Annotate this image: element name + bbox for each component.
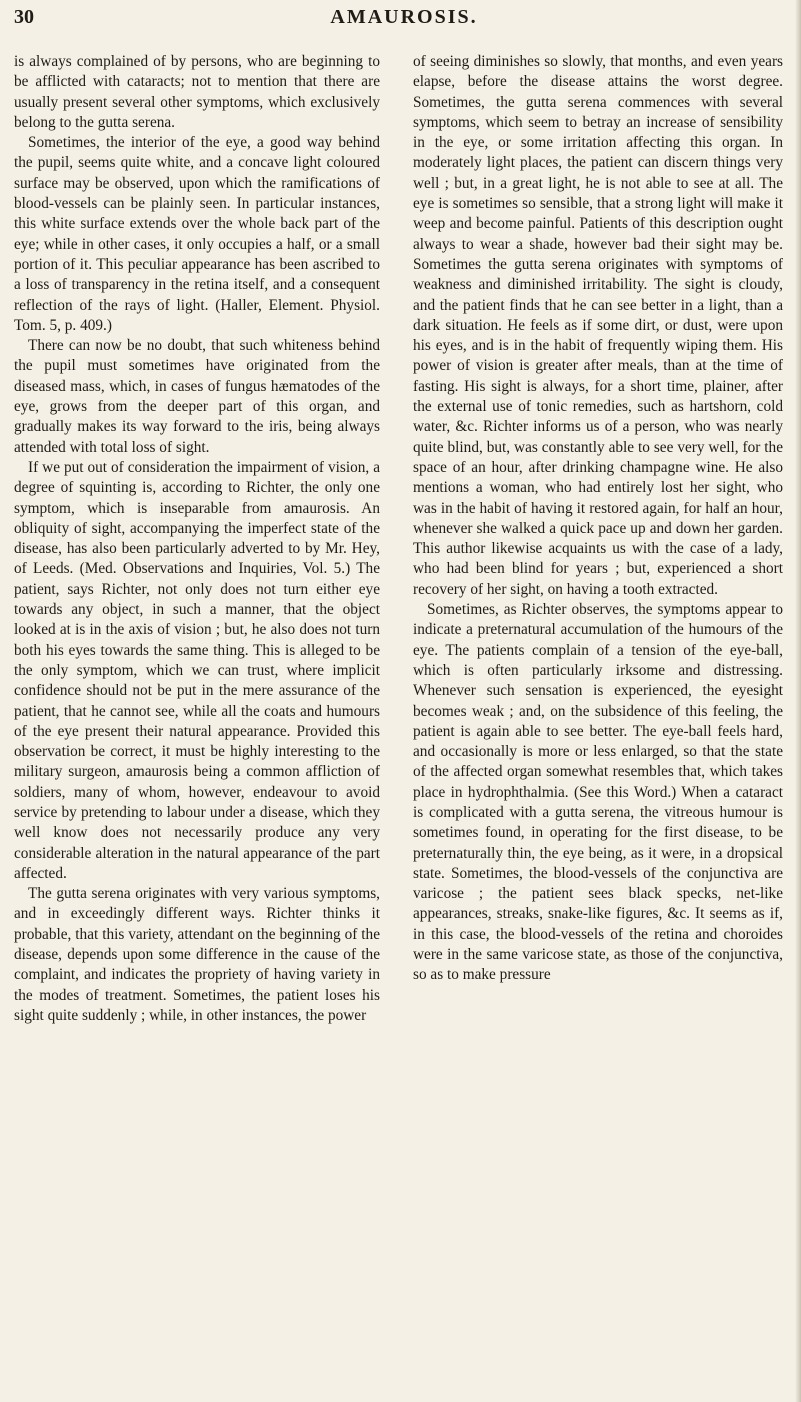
paragraph: The gutta serena originates with very various symptoms, and in exceedingly different ways. Richter thinks it probable, that this variety, attendant on the beginning of the disease, depends upon some difference in the cause of the complaint, and indicates the propriety of having variety in the modes of treatment. Sometimes, the patient loses his sight quite suddenly ; while, in other instances, the power — [14, 885, 380, 1024]
left-column — [14, 52, 380, 1026]
paragraph: There can now be no doubt, that such whiteness behind the pupil must sometimes have originated from the diseased mass, which, in cases of fungus hæmatodes of the eye, grows from the deeper part of this organ, and gradually makes its way forward to the iris, being always attended with total loss of sight. — [14, 337, 380, 456]
paragraph: Sometimes, as Richter observes, the symptoms appear to indicate a preternatural accumulation of the humours of the eye. The patients complain of a tension of the eye-ball, which is often particularly irksome and distressing. Whenever such sensation is experienced, the eyesight becomes weak ; and, on the subsidence of this feeling, the patient is again able to see better. The eye-ball feels hard, and occasionally is more or less enlarged, so that the state of the affected organ somewhat resembles that, which takes place in hydrophthalmia. (See this Word.) When a cataract is complicated with a gutta serena, the vitreous humour is sometimes found, in operating for the first disease, to be preternaturally thin, the eye being, as it were, in a dropsical state. Sometimes, the blood-vessels of the conjunctiva are varicose ; the patient sees black specks, net-like appearances, streaks, snake-like figures, &c. It seems as if, in this case, the blood-vessels of the retina and choroides were in the same varicose state, as those of the conjunctiva, so as to make pressure — [413, 601, 783, 984]
paragraph: is always complained of by persons, who are beginning to be afflicted with cataracts; not to mention that there are usually present several other symptoms, which exclusively belong to the gutta serena. — [14, 53, 380, 131]
running-head: AMAUROSIS. — [330, 6, 478, 28]
page-header — [14, 6, 794, 40]
page-number: 30 — [14, 6, 34, 28]
right-column — [413, 52, 783, 986]
page-edge — [795, 0, 801, 1402]
paragraph: If we put out of consideration the impairment of vision, a degree of squinting is, according to Richter, the only one symptom, which is inseparable from amaurosis. An obliquity of sight, accompanying the imperfect state of the disease, has also been particularly adverted to by Mr. Hey, of Leeds. (Med. Observations and Inquiries, Vol. 5.) The patient, says Richter, not only does not turn either eye towards any object, in such a manner, that the object looked at is in the axis of vision ; but, he also does not turn both his eyes towards the same thing. This is alleged to be the only symptom, which we can trust, where implicit confidence should not be put in the mere assurance of the patient, that he cannot see, while all the coats and humours of the eye present their natural appearance. Provided this observation be correct, it must be highly interesting to the military surgeon, amaurosis being a common affliction of soldiers, many of whom, however, endeavour to avoid service by pretending to labour under a disease, which they well know does not necessarily produce any very considerable alteration in the natural appearance of the part affected. — [14, 458, 380, 882]
paragraph: of seeing diminishes so slowly, that months, and even years elapse, before the disease attains the worst degree. Sometimes, the gutta serena commences with several symptoms, which seem to betray an increase of sensibility in the eye, or some irritation affecting this organ. In moderately light places, the patient can discern things very well ; but, in a great light, he is not able to see at all. The eye is sometimes so sensible, that a strong light will make it weep and become painful. Patients of this description ought always to wear a shade, however bad their sight may be. Sometimes the gutta serena originates with symptoms of weakness and diminished irritability. The sight is cloudy, and the patient finds that he can see better in a light, than a dark situation. He feels as if some dirt, or dust, were upon his eyes, and is in the habit of frequently wiping them. His power of vision is greater after meals, than at the time of fasting. His sight is always, for a short time, plainer, after the external use of tonic remedies, such as hartshorn, cold water, &c. Richter informs us of a person, who was nearly quite blind, but, was constantly able to see very well, for the space of an hour, after drinking champagne wine. He also mentions a woman, who had entirely lost her sight, who was in the habit of having it restored again, for half an hour, whenever she walked a quick pace up and down her garden. This author likewise acquaints us with the case of a lady, who had been blind for years ; but, experienced a short recovery of her sight, on having a tooth extracted. — [413, 53, 783, 598]
paragraph: Sometimes, the interior of the eye, a good way behind the pupil, seems quite white, and a concave light coloured surface may be observed, upon which the ramifications of blood-vessels can be plainly seen. In particular instances, this white surface extends over the whole back part of the eye; while in other cases, it only occupies a half, or a small portion of it. This peculiar appearance has been ascribed to a loss of transparency in the retina itself, and a consequent reflection of the rays of light. (Haller, Element. Physiol. Tom. 5, p. 409.) — [14, 134, 380, 334]
